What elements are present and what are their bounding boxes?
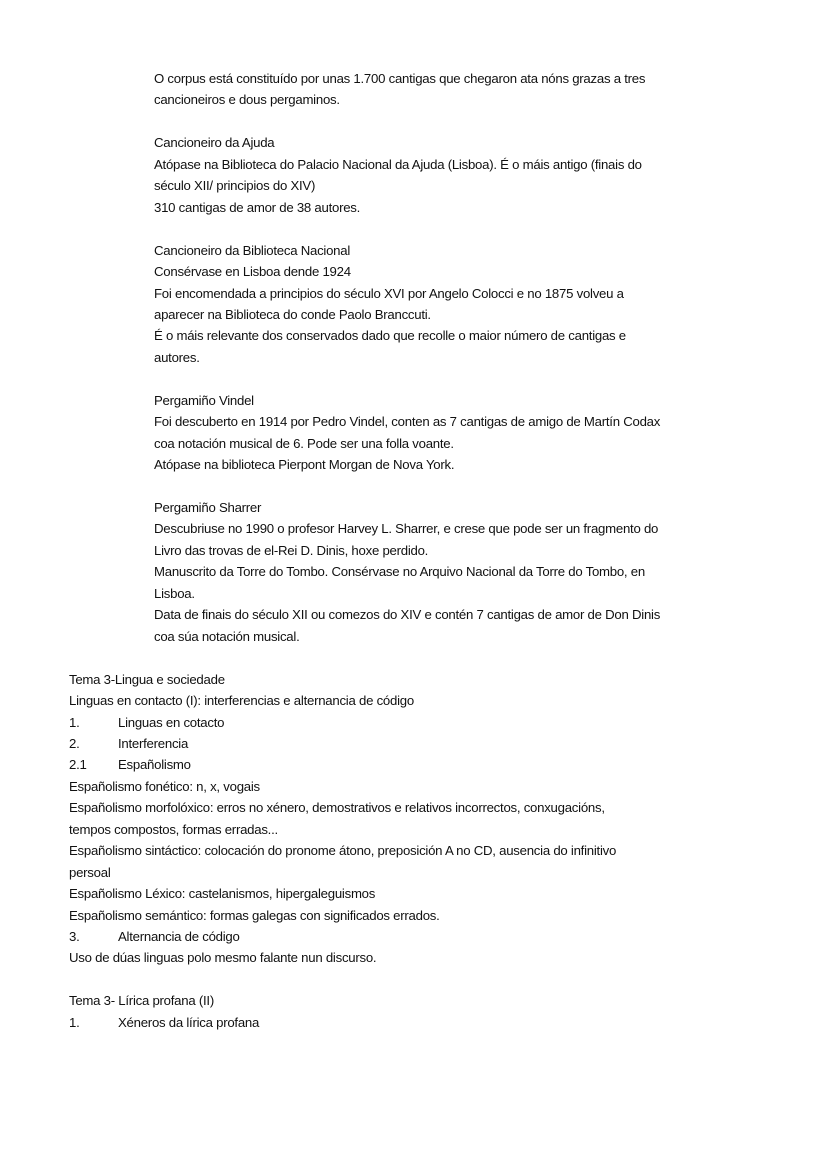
- text-line: coa notación musical de 6. Pode ser una folla voante.: [154, 435, 454, 451]
- text-line: coa súa notación musical.: [154, 628, 300, 644]
- text-line: Españolismo fonético: n, x, vogais: [69, 778, 260, 794]
- text-line: autores.: [154, 349, 200, 365]
- text-line: Livro das trovas de el-Rei D. Dinis, hoxe perdido.: [154, 542, 429, 558]
- text-line: Pergamiño Vindel: [154, 392, 254, 408]
- item-number: 2.: [69, 735, 80, 751]
- text-line: Españolismo Léxico: castelanismos, hipergaleguismos: [69, 886, 376, 902]
- text-line: Españolismo semántico: formas galegas con significados errados.: [69, 907, 440, 923]
- item-text: Linguas en cotacto: [118, 714, 225, 730]
- text-line: Descubriuse no 1990 o profesor Harvey L. Sharrer, e crese que pode ser un fragmento do: [154, 521, 659, 537]
- text-line: Uso de dúas linguas polo mesmo falante nun discurso.: [69, 950, 377, 966]
- text-line: Foi descuberto en 1914 por Pedro Vindel, conten as 7 cantigas de amigo de Martín Codax: [154, 414, 661, 430]
- item-number: 1.: [69, 1014, 80, 1030]
- text-line: Consérvase en Lisboa dende 1924: [154, 264, 351, 280]
- text-line: É o máis relevante dos conservados dado que recolle o maior número de cantigas e: [154, 328, 626, 344]
- item-number: 2.1: [69, 757, 87, 773]
- text-line: cancioneiros e dous pergaminos.: [154, 92, 340, 108]
- text-line: Data de finais do século XII ou comezos do XIV e contén 7 cantigas de amor de Don Dinis: [154, 607, 661, 623]
- text-line: Tema 3- Lírica profana (II): [69, 993, 214, 1009]
- text-line: Españolismo morfolóxico: erros no xénero, demostrativos e relativos incorrectos, conxugacións,: [69, 800, 605, 816]
- text-line: Linguas en contacto (I): interferencias e alternancia de código: [69, 693, 414, 709]
- text-line: 310 cantigas de amor de 38 autores.: [154, 199, 361, 215]
- text-line: século XII/ principios do XIV): [154, 178, 316, 194]
- text-line: Cancioneiro da Biblioteca Nacional: [154, 242, 351, 258]
- text-line: Cancioneiro da Ajuda: [154, 135, 275, 151]
- item-text: Españolismo: [118, 757, 191, 773]
- text-line: Manuscrito da Torre do Tombo. Consérvase no Arquivo Nacional da Torre do Tombo, en: [154, 564, 645, 580]
- text-line: Españolismo sintáctico: colocación do pronome átono, preposición A no CD, ausencia do infinitivo: [69, 843, 617, 859]
- text-line: aparecer na Biblioteca do conde Paolo Branccuti.: [154, 306, 431, 322]
- text-line: Lisboa.: [154, 585, 195, 601]
- text-line: tempos compostos, formas erradas...: [69, 821, 278, 837]
- text-line: Tema 3-Lingua e sociedade: [69, 671, 225, 687]
- item-text: Xéneros da lírica profana: [118, 1014, 260, 1030]
- item-number: 3.: [69, 929, 80, 944]
- text-line: Foi encomendada a principios do século XVI por Angelo Colocci e no 1875 volveu a: [154, 285, 624, 301]
- text-line: Atópase na biblioteca Pierpont Morgan de Nova York.: [154, 457, 455, 473]
- item-text: Alternancia de código: [118, 929, 240, 944]
- item-text: Interferencia: [118, 735, 189, 751]
- text-line: persoal: [69, 864, 111, 880]
- text-line: O corpus está constituído por unas 1.700 cantigas que chegaron ata nóns grazas a tres: [154, 71, 646, 86]
- item-number: 1.: [69, 714, 80, 730]
- text-line: Atópase na Biblioteca do Palacio Nacional da Ajuda (Lisboa). É o máis antigo (finais do: [154, 156, 642, 172]
- text-line: Pergamiño Sharrer: [154, 500, 262, 515]
